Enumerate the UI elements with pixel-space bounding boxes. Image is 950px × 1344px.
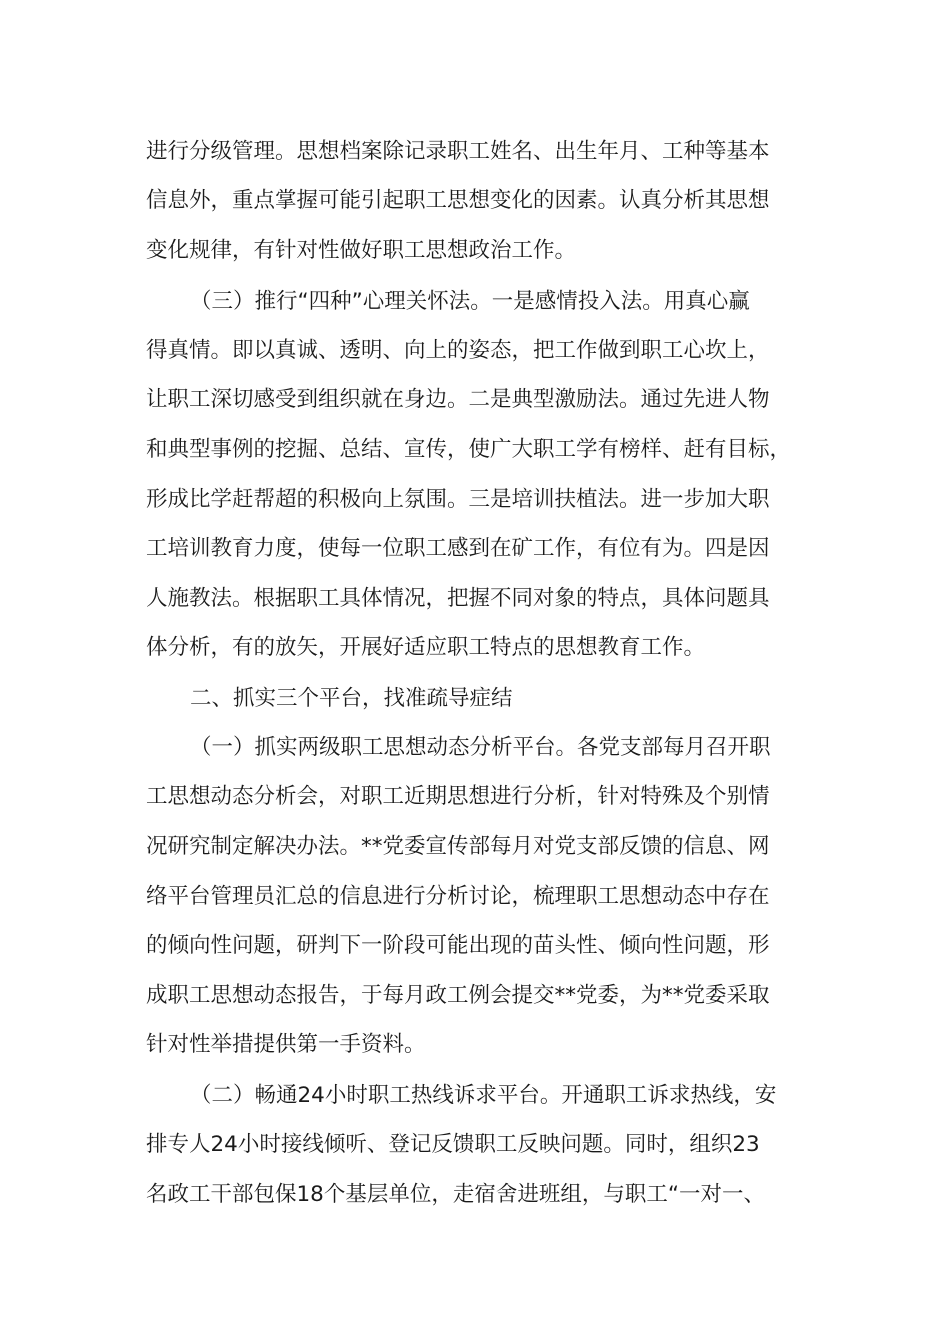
body-text-line: 名政工干部包保18个基层单位，走宿舍进班组，与职工“一对一、 [146,1182,765,1207]
section-heading-line: （一）抓实两级职工思想动态分析平台。各党支部每月召开职 [190,735,771,760]
body-text-line: 形成比学赶帮超的积极向上氛围。三是培训扶植法。进一步加大职 [146,487,770,512]
body-text-line: 工思想动态分析会，对职工近期思想进行分析，针对特殊及个别情 [146,784,770,809]
body-text-line: 变化规律，有针对性做好职工思想政治工作。 [146,238,577,263]
body-text-line: 况研究制定解决办法。**党委宣传部每月对党支部反馈的信息、网 [146,834,770,859]
chapter-heading: 二、抓实三个平台，找准疏导症结 [190,686,513,711]
body-text-line: 进行分级管理。思想档案除记录职工姓名、出生年月、工种等基本 [146,139,770,164]
body-text-line: 络平台管理员汇总的信息进行分析讨论，梳理职工思想动态中存在 [146,884,770,909]
section-heading-line: （二）畅通24小时职工热线诉求平台。开通职工诉求热线，安 [190,1083,777,1108]
body-text-line: 人施教法。根据职工具体情况，把握不同对象的特点，具体问题具 [146,586,770,611]
body-text-line: 信息外，重点掌握可能引起职工思想变化的因素。认真分析其思想 [146,188,770,213]
body-text-line: 得真情。即以真诚、透明、向上的姿态，把工作做到职工心坎上， [146,338,770,363]
body-text-line: 针对性举措提供第一手资料。 [146,1032,426,1057]
body-text-line: 成职工思想动态报告，于每月政工例会提交**党委，为**党委采取 [146,983,770,1008]
body-text-line: 体分析，有的放矢，开展好适应职工特点的思想教育工作。 [146,635,706,660]
body-text-line: 工培训教育力度，使每一位职工感到在矿工作，有位有为。四是因 [146,536,770,561]
section-heading-line: （三）推行“四种”心理关怀法。一是感情投入法。用真心赢 [190,289,750,314]
body-text-line: 让职工深切感受到组织就在身边。二是典型激励法。通过先进人物 [146,387,770,412]
body-text-line: 和典型事例的挖掘、总结、宣传，使广大职工学有榜样、赶有目标， [146,437,792,462]
body-text-line: 排专人24小时接线倾听、登记反馈职工反映问题。同时，组织23 [146,1132,760,1157]
body-text-line: 的倾向性问题，研判下一阶段可能出现的苗头性、倾向性问题，形 [146,933,770,958]
